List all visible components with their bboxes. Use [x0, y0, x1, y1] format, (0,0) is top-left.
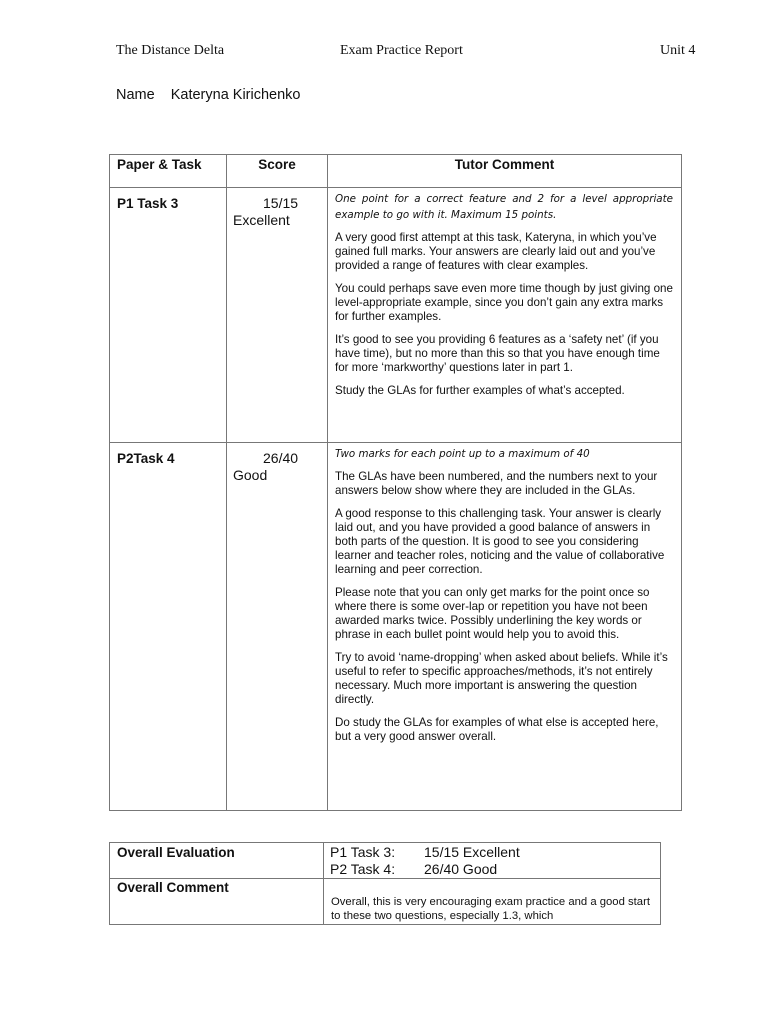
- comment-paragraph: Please note that you can only get marks for the point once so where there is some over-lap or repetition you have not been awarded marks twice. Possibly underlining the key words or phrase in each bullet point would help you to avoid this.: [335, 586, 650, 641]
- overall-comment-label: Overall Comment: [110, 879, 324, 925]
- overall-evaluation-results: [324, 843, 661, 879]
- comment-paragraph: The GLAs have been numbered, and the numbers next to your answers below show where they are included in the GLAs.: [335, 470, 658, 497]
- header-paper-task: Paper & Task: [110, 155, 227, 188]
- score-value: 15/15: [263, 195, 299, 211]
- overall-comment-text: Overall, this is very encouraging exam practice and a good start to these two questions, especially 1.3, which: [324, 879, 661, 925]
- score-cell: [227, 188, 328, 443]
- comment-paragraph: Do study the GLAs for examples of what else is accepted here, but a very good answer overall.: [335, 716, 659, 743]
- comment-paragraph: Study the GLAs for further examples of what’s accepted.: [335, 384, 625, 397]
- page-header: [0, 43, 768, 63]
- overall-evaluation-row: [110, 843, 661, 879]
- result-value: 26/40 Good: [424, 861, 498, 877]
- score-cell: [227, 443, 328, 811]
- score-value: 26/40: [263, 450, 299, 466]
- student-name: Kateryna Kirichenko: [170, 87, 301, 103]
- comment-cell: [328, 443, 682, 811]
- table-row: [110, 188, 682, 443]
- header-score: Score: [227, 155, 328, 188]
- result-task: P1 Task 3:: [330, 844, 396, 860]
- comment-cell: [328, 188, 682, 443]
- unit-label: Unit 4: [660, 43, 696, 58]
- evaluation-table: [109, 842, 661, 925]
- header-tutor-comment: Tutor Comment: [328, 155, 682, 188]
- result-value: 15/15 Excellent: [424, 844, 520, 860]
- overall-evaluation-label: Overall Evaluation: [110, 843, 324, 879]
- result-line: [330, 844, 654, 861]
- result-task: P2 Task 4:: [330, 861, 396, 877]
- score-grade: Excellent: [233, 212, 290, 228]
- comment-paragraph: You could perhaps save even more time though by just giving one level-appropriate example, since you don’t gain any extra marks for further examples.: [335, 282, 673, 323]
- table-header-row: [110, 155, 682, 188]
- marking-rule: Two marks for each point up to a maximum of 40: [335, 448, 590, 460]
- course-title: The Distance Delta: [116, 43, 225, 58]
- comment-paragraph: A good response to this challenging task. Your answer is clearly laid out, and you have provided a good balance of answers in both parts of the question. It is good to see you considering learner and teacher roles, noticing and the value of collaborative learning and peer correction.: [335, 507, 665, 576]
- task-cell: P2Task 4: [110, 443, 227, 811]
- result-line: [330, 861, 654, 878]
- report-title: Exam Practice Report: [340, 43, 463, 58]
- name-label: Name: [116, 87, 155, 103]
- table-row: [110, 443, 682, 811]
- student-name-line: [116, 87, 300, 103]
- score-grade: Good: [233, 467, 268, 483]
- comment-paragraph: It’s good to see you providing 6 features as a ‘safety net’ (if you have time), but no more than this so that you have enough time for more ‘markworthy’ questions later in part 1.: [335, 333, 660, 374]
- comment-paragraph: Try to avoid ‘name-dropping’ when asked about beliefs. While it’s useful to refer to specific approaches/methods, it’s not entirely necessary. Much more important is answering the question directly.: [335, 651, 668, 706]
- task-cell: P1 Task 3: [110, 188, 227, 443]
- comment-paragraph: A very good first attempt at this task, Kateryna, in which you’ve gained full marks. Your answers are clearly laid out and you’ve provided a range of features with clear examples.: [335, 231, 657, 272]
- overall-comment-row: [110, 879, 661, 925]
- marking-rule: One point for a correct feature and 2 for a level appropriate example to go with it. Maximum 15 points.: [335, 193, 673, 221]
- report-table: [109, 154, 682, 811]
